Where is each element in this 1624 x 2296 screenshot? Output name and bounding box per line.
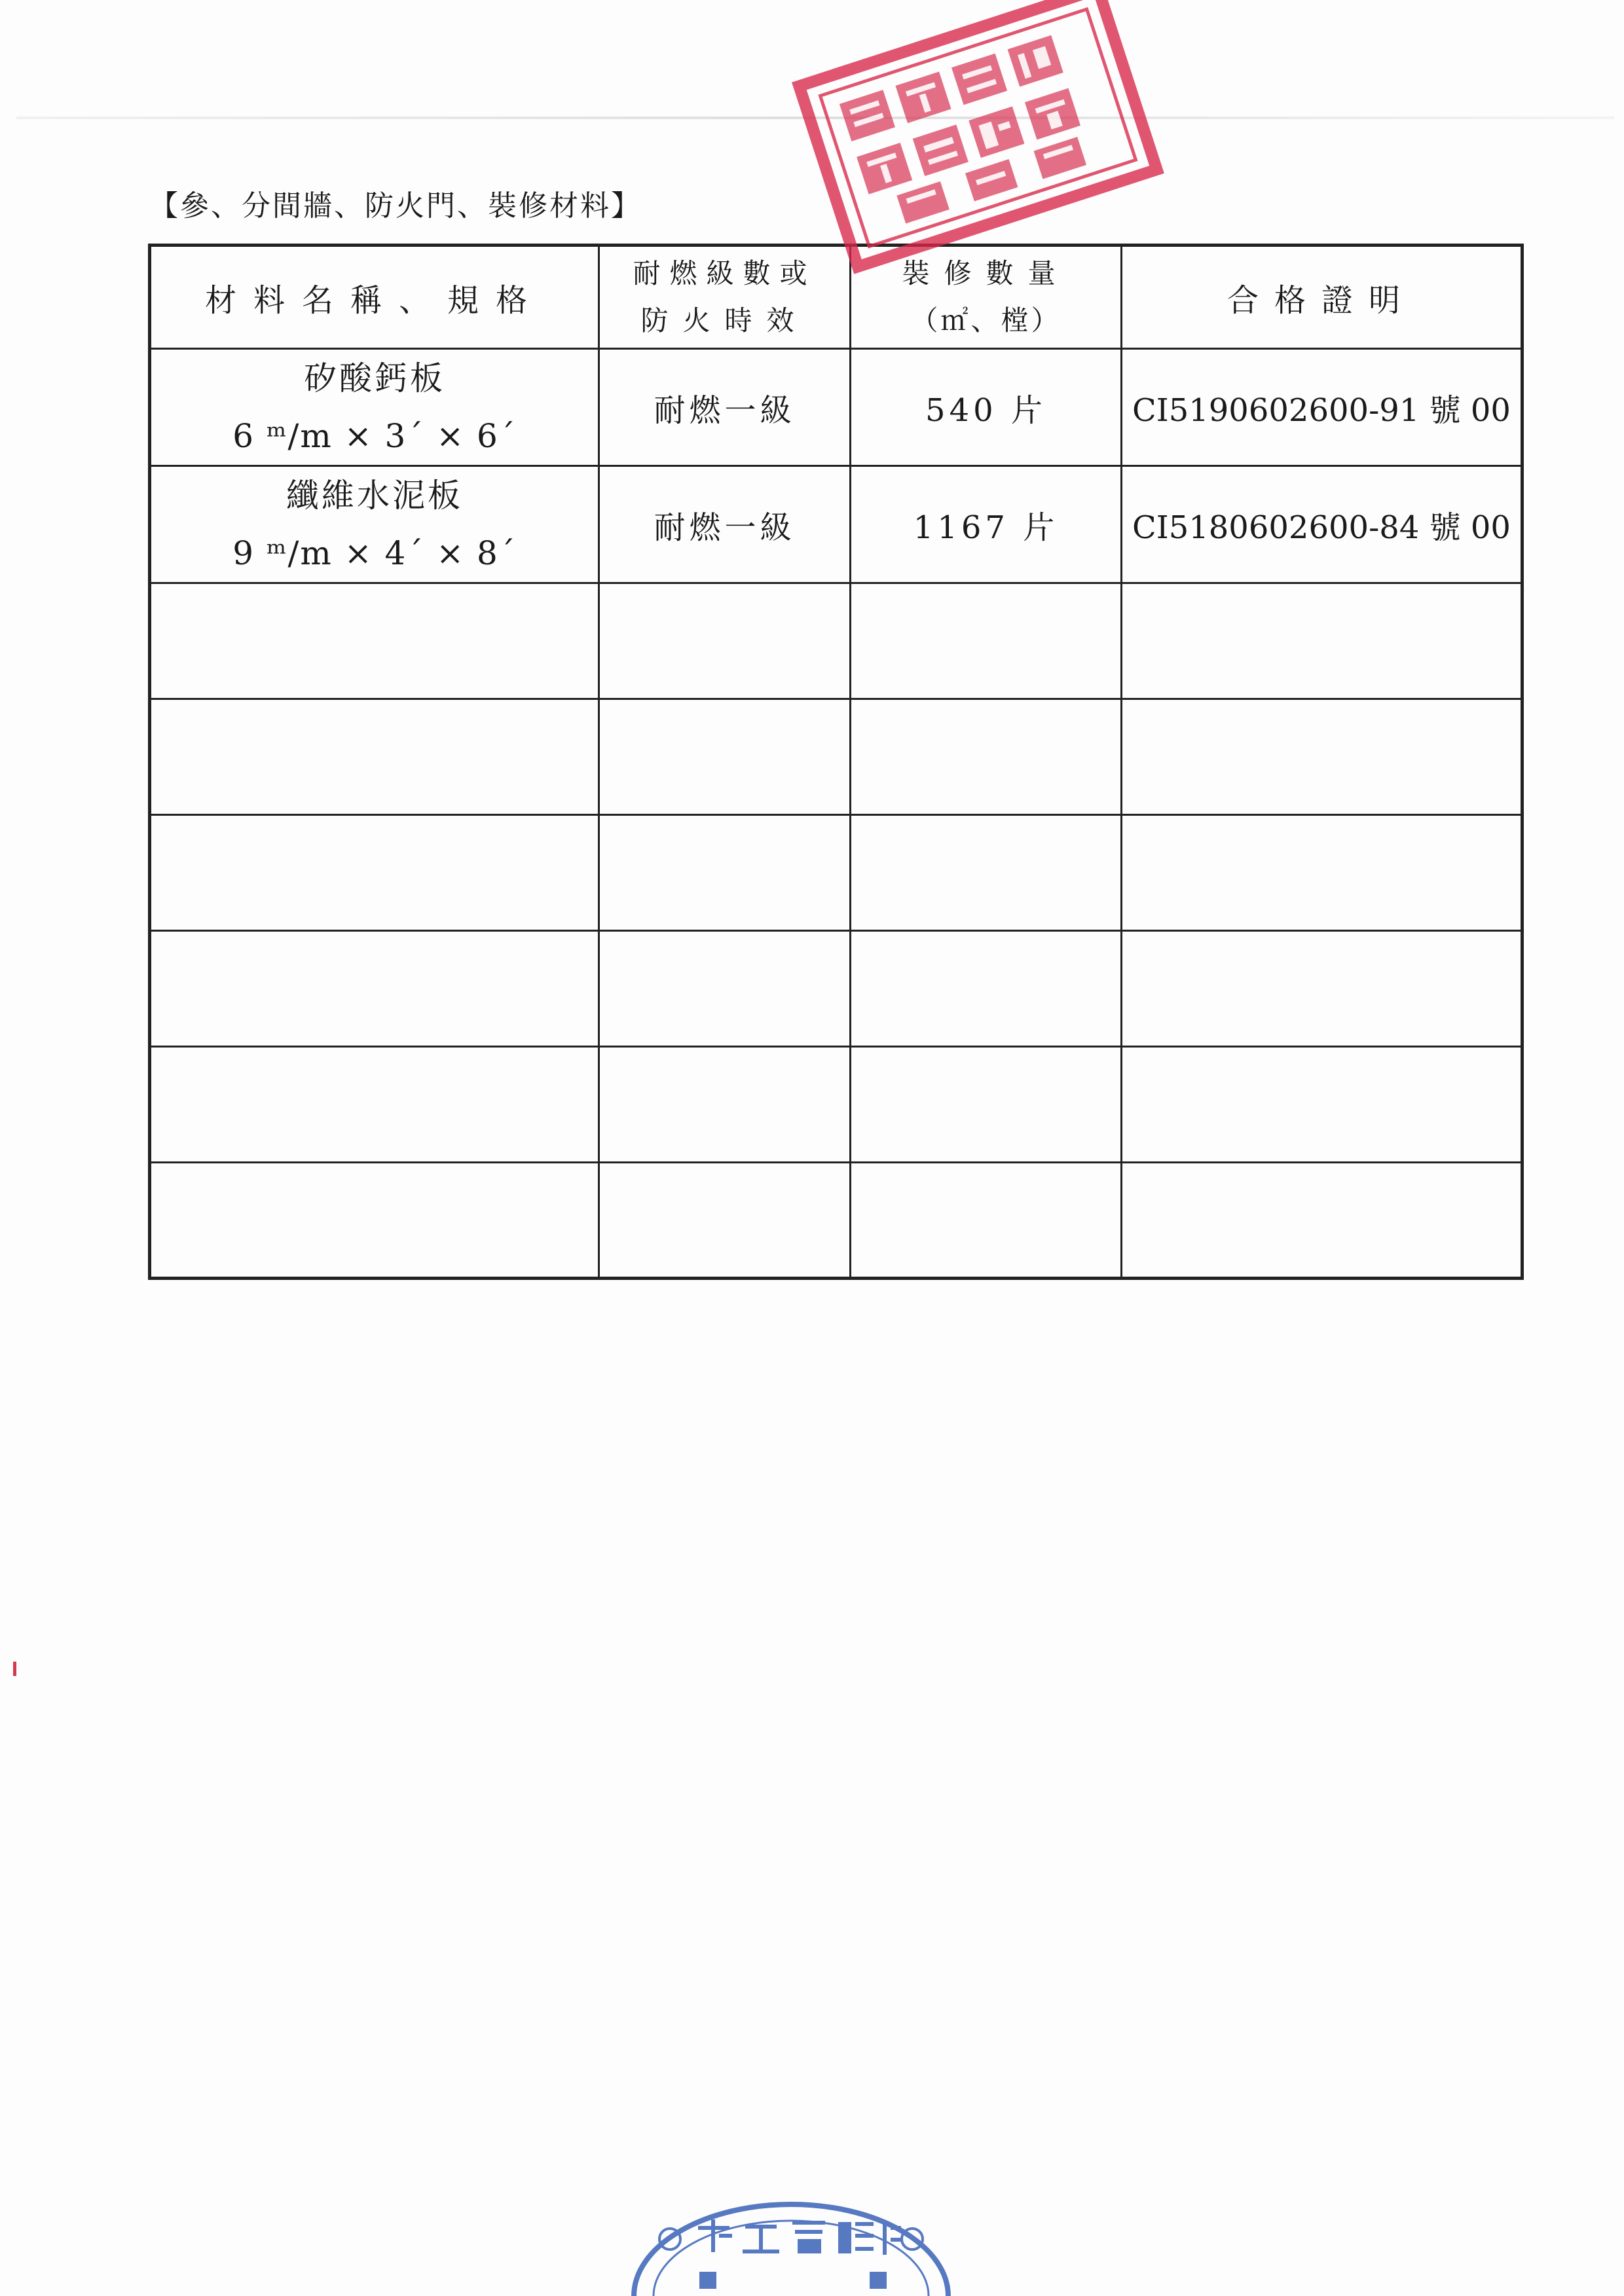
section-title: 【參、分間牆、防火門、裝修材料】 xyxy=(149,189,642,223)
certificate-cell xyxy=(1122,931,1522,1047)
material-cell xyxy=(150,1163,599,1279)
quantity-cell xyxy=(851,1047,1122,1163)
fire-rating-cell xyxy=(599,699,851,815)
quantity-cell xyxy=(851,583,1122,699)
material-cell xyxy=(150,1047,599,1163)
material-name: 矽酸鈣板 xyxy=(304,359,445,397)
certificate-cell xyxy=(1122,699,1522,815)
table-row xyxy=(150,699,1522,815)
quantity-cell xyxy=(851,931,1122,1047)
fire-rating-cell xyxy=(599,583,851,699)
materials-table xyxy=(148,244,1524,1280)
fire-rating-cell xyxy=(599,1163,851,1279)
certificate-cell xyxy=(1122,815,1522,931)
table-row xyxy=(150,583,1522,699)
material-cell xyxy=(150,931,599,1047)
header-quantity xyxy=(851,246,1122,349)
table-row xyxy=(150,1163,1522,1279)
quantity-cell: 1167 片 xyxy=(851,466,1122,583)
material-cell xyxy=(150,466,599,583)
fire-rating-cell xyxy=(599,931,851,1047)
quantity-cell xyxy=(851,815,1122,931)
certificate-cell: CI5190602600-91 號 00 xyxy=(1122,349,1522,466)
certificate-cell xyxy=(1122,583,1522,699)
table-header-row xyxy=(150,246,1522,349)
scan-edge-line xyxy=(16,117,1614,119)
certificate-cell xyxy=(1122,1163,1522,1279)
quantity-cell: 540 片 xyxy=(851,349,1122,466)
table-row xyxy=(150,349,1522,466)
table-row xyxy=(150,1047,1522,1163)
quantity-cell xyxy=(851,699,1122,815)
fire-rating-cell xyxy=(599,815,851,931)
header-certificate: 合格證明 xyxy=(1122,246,1522,349)
table-row xyxy=(150,815,1522,931)
material-spec: 6 ᵐ/m × 3´ × 6´ xyxy=(232,417,517,455)
header-fire-rating-line2: 防火時效 xyxy=(640,304,809,337)
fire-rating-cell: 耐燃一級 xyxy=(599,466,851,583)
material-cell xyxy=(150,349,599,466)
blue-seal-stamp xyxy=(621,2200,961,2296)
quantity-cell xyxy=(851,1163,1122,1279)
fire-rating-cell xyxy=(599,1047,851,1163)
header-quantity-line2: （㎡、樘） xyxy=(910,304,1061,337)
material-cell xyxy=(150,699,599,815)
material-cell xyxy=(150,815,599,931)
header-material-spec: 材料名稱、規格 xyxy=(150,246,599,349)
certificate-cell xyxy=(1122,1047,1522,1163)
table-row xyxy=(150,931,1522,1047)
margin-mark xyxy=(13,1662,16,1676)
material-name: 纖維水泥板 xyxy=(286,477,463,515)
header-quantity-line1: 裝修數量 xyxy=(902,257,1070,289)
fire-rating-cell: 耐燃一級 xyxy=(599,349,851,466)
table-row xyxy=(150,466,1522,583)
material-spec: 9 ᵐ/m × 4´ × 8´ xyxy=(232,534,517,572)
header-fire-rating xyxy=(599,246,851,349)
header-fire-rating-line1: 耐燃級數或 xyxy=(633,257,817,289)
certificate-cell: CI5180602600-84 號 00 xyxy=(1122,466,1522,583)
material-cell xyxy=(150,583,599,699)
